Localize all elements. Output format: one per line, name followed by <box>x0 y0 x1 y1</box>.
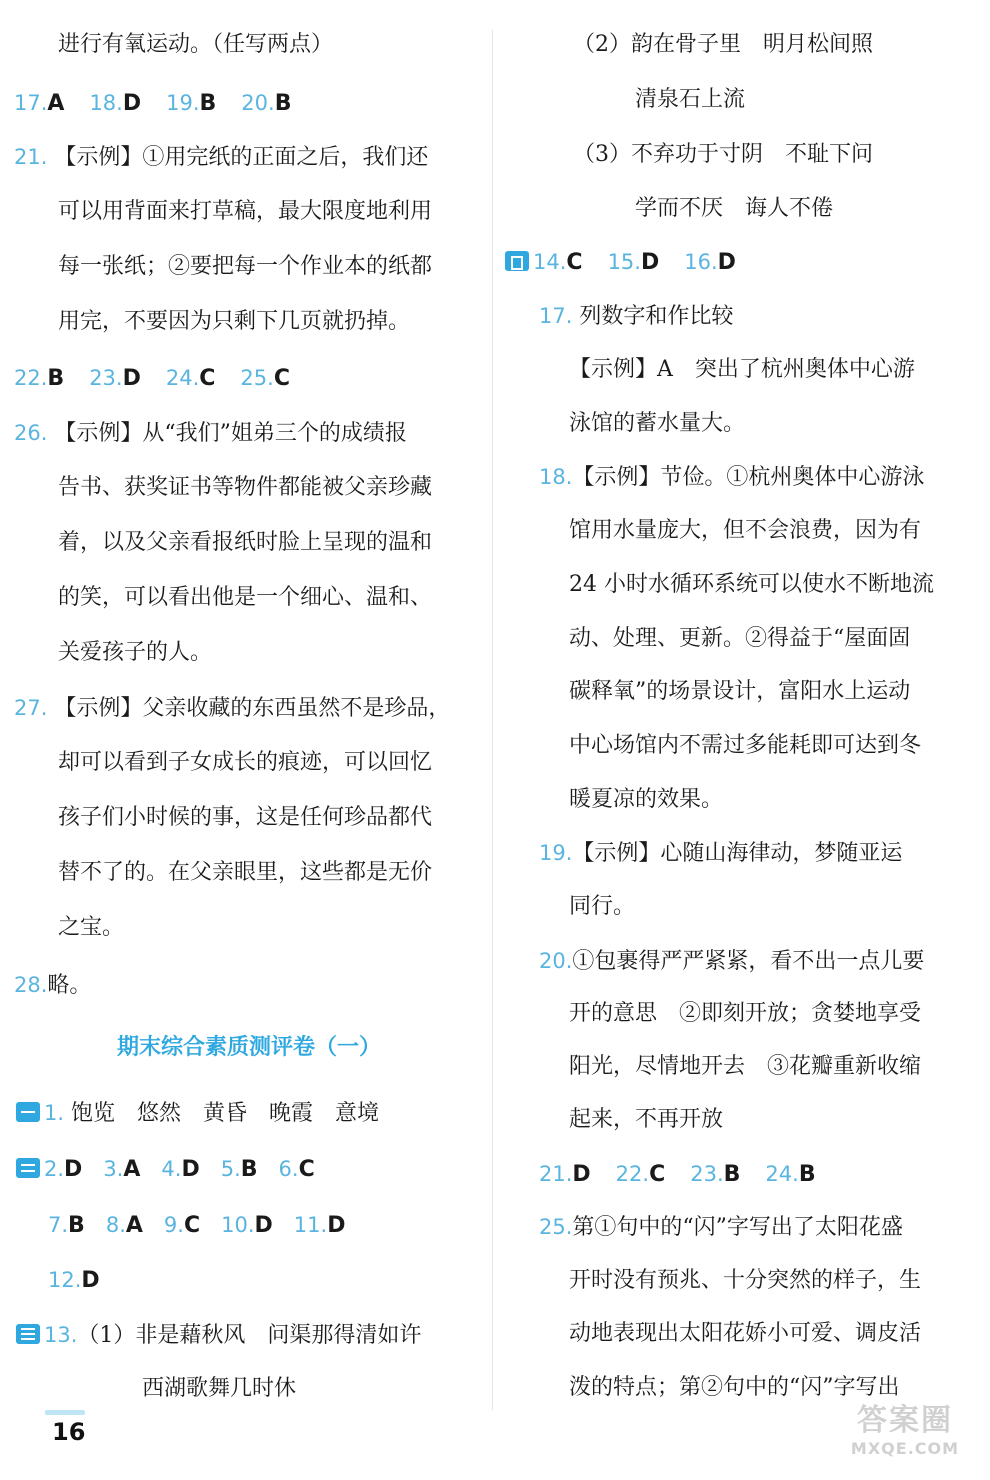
answer-line: 用完，不要因为只剩下几页就扔掉。 <box>58 309 411 334</box>
answer-line: 学而不厌 诲人不倦 <box>635 196 834 221</box>
answer-line: （3）不弃功于寸阴 不耻下问 <box>573 142 873 167</box>
answer-line: 阳光，尽情地开去 ③花瓣重新收缩 <box>569 1054 922 1079</box>
answer-line: 却可以看到子女成长的痕迹，可以回忆 <box>58 750 433 775</box>
question-21: 21. 【示例】①用完纸的正面之后，我们还 <box>14 145 429 170</box>
answer-line: 的笑，可以看出他是一个细心、温和、 <box>58 585 433 610</box>
answer-line: 动、处理、更新。②得益于“屋面固 <box>569 626 911 651</box>
answer-row-7-11: 7.B 8.A 9.C 10.D 11.D <box>48 1213 346 1238</box>
answer-line: 之宝。 <box>58 915 125 940</box>
answer-line: 进行有氧运动。（任写两点） <box>58 32 334 57</box>
column-divider <box>492 30 493 1410</box>
answer-line: 每一张纸；②要把每一个作业本的纸都 <box>58 254 433 279</box>
answer-line: 可以用背面来打草稿，最大限度地利用 <box>58 199 433 224</box>
answer-line: 中心场馆内不需过多能耗即可达到冬 <box>569 733 922 758</box>
section-three-icon <box>16 1324 40 1344</box>
answer-line: 关爱孩子的人。 <box>58 640 213 665</box>
question-18: 18.【示例】节俭。①杭州奥体中心游泳 <box>539 465 925 490</box>
answer-row-17-20: 17.A 18.D 19.B 20.B <box>14 91 292 116</box>
answer-line: 暖夏凉的效果。 <box>569 787 724 812</box>
answer-line: 开时没有预兆、十分突然的样子，生 <box>569 1268 922 1293</box>
answer-line: 泼的特点；第②句中的“闪”字写出 <box>569 1375 900 1400</box>
answer-line: 孩子们小时候的事，这是任何珍品都代 <box>58 805 433 830</box>
answer-line: 同行。 <box>569 894 636 919</box>
answer-line: 泳馆的蓄水量大。 <box>569 411 746 436</box>
page-number: 16 <box>52 1418 86 1446</box>
answer-line: 起来，不再开放 <box>569 1107 724 1132</box>
answer-line: 24 小时水循环系统可以使水不断地流 <box>569 572 934 597</box>
answer-line: 告书、获奖证书等物件都能被父亲珍藏 <box>58 475 433 500</box>
question-25: 25.第①句中的“闪”字写出了太阳花盛 <box>539 1215 903 1240</box>
page-number-bar <box>45 1410 85 1415</box>
question-27: 27. 【示例】父亲收藏的东西虽然不是珍品， <box>14 696 451 721</box>
answer-row-12: 12.D <box>48 1268 100 1293</box>
answer-line: 开的意思 ②即刻开放；贪婪地享受 <box>569 1001 922 1026</box>
answer-line: 清泉石上流 <box>635 87 746 112</box>
section-one-icon <box>16 1102 40 1122</box>
watermark-logo: 答案圈 MXQE.COM <box>850 1403 960 1458</box>
question-19: 19.【示例】心随山海律动，梦随亚运 <box>539 841 903 866</box>
answer-row-22-25: 22.B 23.D 24.C 25.C <box>14 366 290 391</box>
answer-line: 西湖歌舞几时休 <box>142 1376 297 1401</box>
answer-row-21-24: 21.D 22.C 23.B 24.B <box>539 1162 816 1187</box>
question-17: 17. 列数字和作比较 <box>539 304 734 329</box>
answer-line: 馆用水量庞大，但不会浪费，因为有 <box>569 518 922 543</box>
answer-line: （2）韵在骨子里 明月松间照 <box>573 32 873 57</box>
section-four-icon <box>505 251 529 271</box>
question-28: 28.略。 <box>14 973 92 998</box>
section-3-row: 13.（1）非是藉秋风 问渠那得清如许 <box>16 1320 421 1351</box>
answer-line: 动地表现出太阳花娇小可爱、调皮活 <box>569 1321 922 1346</box>
section-two-icon <box>16 1158 40 1178</box>
answer-line: 【示例】A 突出了杭州奥体中心游 <box>569 357 915 382</box>
section-2-row: 2.D 3.A 4.D 5.B 6.C <box>16 1154 329 1185</box>
section-title: 期末综合素质测评卷（一） <box>116 1035 381 1060</box>
question-26: 26. 【示例】从“我们”姐弟三个的成绩报 <box>14 421 407 446</box>
section-4-row: 14.C 15.D 16.D <box>505 247 754 278</box>
answer-line: 碳释氧”的场景设计，富阳水上运动 <box>569 679 911 704</box>
answer-line: 着，以及父亲看报纸时脸上呈现的温和 <box>58 530 433 555</box>
answer-line: 替不了的。在父亲眼里，这些都是无价 <box>58 860 433 885</box>
question-20: 20.①包裹得严严紧紧，看不出一点儿要 <box>539 949 925 974</box>
section-1-row: 1. 饱览 悠然 黄昏 晚霞 意境 <box>16 1098 379 1129</box>
